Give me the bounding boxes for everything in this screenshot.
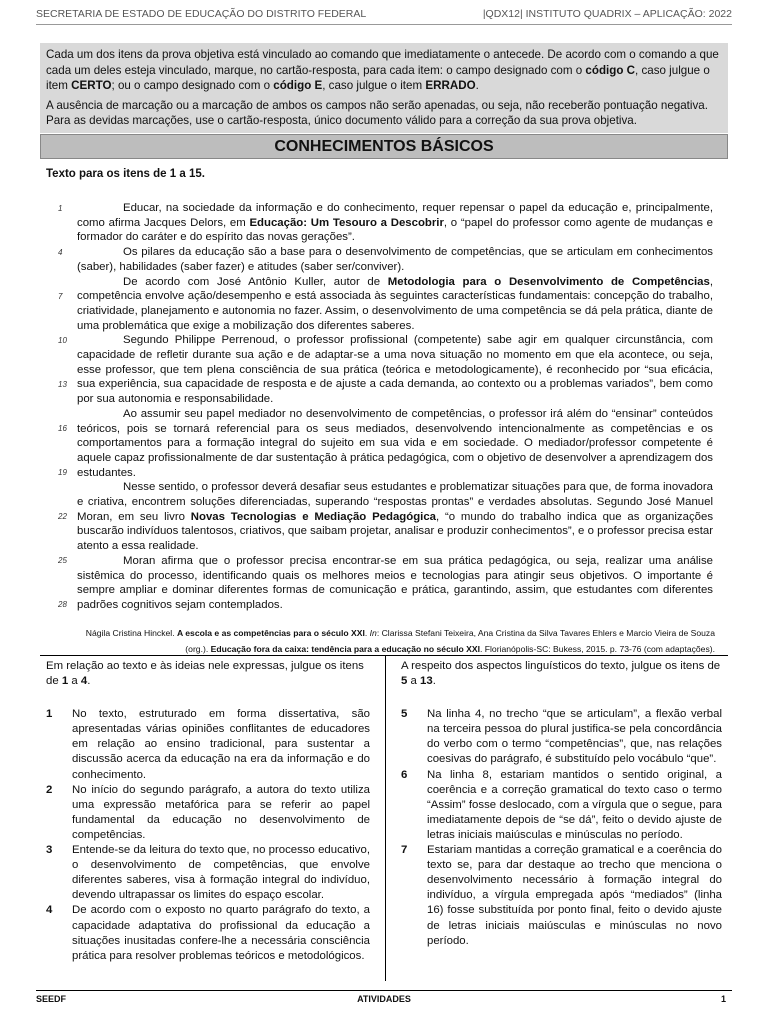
- question-item: [46, 707, 370, 782]
- column-divider: [385, 656, 386, 981]
- question-item: [46, 783, 370, 843]
- passage-paragraph: Segundo Philippe Perrenoud, o professor profissional (competente) sabe agir em qualquer circunstância, com capacidade de refletir durante sua ação e de adaptar-se a uma nova situação no momento em que ela acontece, ou seja, esse professor, que tem plena consciência de sua prática (teórica e metodologicamente), é reconhecido por “sua eficácia, sua experiência, sua capacidade de resposta e de ajuste a cada demanda, ao contexto ou a problemas variados”, bem como por sua autonomia e responsabilidade.: [77, 334, 713, 406]
- question-text: Entende-se da leitura do texto que, no processo educativo, o desenvolvimento de competências, que envolve diferentes saberes, visa à formação integral do indivíduo, devendo ultrapassar os limites do espaço escolar.: [72, 844, 370, 902]
- question-item: [46, 843, 370, 903]
- question-item: [401, 707, 722, 767]
- passage-text: [77, 201, 713, 613]
- question-number: 1: [46, 708, 53, 721]
- page-header: [36, 8, 732, 25]
- question-item: [46, 903, 370, 963]
- instructions-p1: Cada um dos itens da prova objetiva está vinculado ao comando que imediatamente o antecede. De acordo com o comando a que cada um deles esteja vinculado, marque, no cartão-resposta, para cada item: o campo designado com o código C, caso julgue o item CERTO; ou o campo designado com o código E, caso julgue o item ERRADO.: [46, 48, 719, 92]
- text-header: Texto para os itens de 1 a 15.: [46, 168, 205, 180]
- question-text: Na linha 8, estariam mantidos o sentido original, a coerência e a correção gramatical do texto caso o termo “Assim” fosse deslocado, com a vírgula que o segue, para imediatamente depois de “se dá”, feito o devido ajuste de letras iniciais maiúsculas e minúsculas no período.: [427, 768, 722, 841]
- left-column: [46, 659, 370, 964]
- line-number: 25: [58, 556, 67, 565]
- passage-paragraph: Nesse sentido, o professor deverá desafiar seus estudantes e problematizar situações para que, de forma inovadora e criativa, encontrem soluções diferenciadas, superando “respostas prontas” e verdades absolutas. Segundo José Manuel Moran, em seu livro Novas Tecnologias e Mediação Pedagógica, “o mundo do trabalho indica que as organizações buscarão indivíduos talentosos, criativos, que saibam projetar, analisar e produzir conhecimentos”, e o professor precisa estar atento a essa realidade.: [77, 481, 714, 553]
- passage-paragraph: Educar, na sociedade da informação e do conhecimento, requer repensar o papel da educação e, principalmente, como afirma Jacques Delors, em Educação: Um Tesouro a Descobrir, o “papel do professor como agente de mudanças e formador do caráter e do espírito das novas gerações”.: [77, 202, 713, 244]
- question-item: [401, 768, 722, 843]
- question-text: Na linha 4, no trecho “que se articulam”, a flexão verbal na terceira pessoa do plural justifica-se pela concordância do verbo com o termo “competências”, que, nas relações coesivas do parágrafo, é substituído pelo vocábulo “que”.: [427, 708, 722, 766]
- header-right: |QDX12| INSTITUTO QUADRIX – APLICAÇÃO: 2022: [482, 8, 732, 20]
- page-footer: [36, 990, 732, 1010]
- instructions-box: [40, 43, 728, 133]
- passage-paragraph: Ao assumir seu papel mediador no desenvolvimento de competências, o professor irá além do “ensinar” conteúdos teóricos, pois se tornará referencial para os seus mediados, desenvolvendo intencionalmente as competências e os comportamentos para a formação integral do sujeito em sua vida e em sociedade. O mediador/professor competente é aquele capaz profissionalmente de dar sustentação à prática pedagógica, com o objetivo de desenvolver a aprendizagem dos estudantes.: [77, 407, 713, 479]
- passage-paragraph: Moran afirma que o professor precisa encontrar-se em sua prática pedagógica, ou seja, realizar uma análise sistêmica do processo, identificando quais os melhores meios e tecnologias para atingir seus objetivos. O importante é sempre ampliar e dominar diferentes formas de comunicação e prática, garantindo, assim, que estudantes com diferentes padrões cognitivos sejam contemplados.: [77, 554, 713, 611]
- question-number: 7: [401, 844, 408, 857]
- footer-left: SEEDF: [36, 994, 67, 1004]
- line-number: 16: [58, 424, 67, 433]
- left-intro: Em relação ao texto e às ideias nele expressas, julgue os itens de 1 a 4.: [46, 660, 364, 688]
- footer-center: ATIVIDADES: [357, 994, 411, 1004]
- question-number: 5: [401, 708, 408, 721]
- line-number: 19: [58, 468, 67, 477]
- question-text: De acordo com o exposto no quarto parágrafo do texto, a capacidade adaptativa do profissional da educação a situações inusitadas confere-lhe a necessária consciência prática para resolver problemas teóricos e metodológicos.: [72, 904, 370, 962]
- question-number: 6: [401, 768, 408, 781]
- line-number: 1: [58, 204, 63, 213]
- question-number: 2: [46, 783, 53, 796]
- questions-area: [40, 655, 728, 981]
- question-number: 4: [46, 904, 53, 917]
- section-title: CONHECIMENTOS BÁSICOS: [40, 134, 728, 159]
- page-number: 1: [720, 994, 726, 1004]
- question-item: [401, 843, 722, 949]
- question-number: 3: [46, 844, 53, 857]
- line-number: 22: [58, 512, 67, 521]
- passage-paragraph: Os pilares da educação são a base para o desenvolvimento de competências, que se articulam em conhecimentos (saber), habilidades (saber fazer) e atitudes (saber ser/conviver).: [77, 246, 713, 273]
- line-number: 7: [58, 292, 63, 301]
- line-number: 10: [58, 336, 67, 345]
- header-left: SECRETARIA DE ESTADO DE EDUCAÇÃO DO DISTRITO FEDERAL: [36, 8, 367, 20]
- line-number: 28: [58, 600, 67, 609]
- question-text: No texto, estruturado em forma dissertativa, são apresentadas várias opiniões conflitantes de educadores em relação ao ensino tradicional, para sustentar a discussão acerca da educação na era da informação e do conhecimento.: [72, 708, 370, 781]
- source-citation: Nágila Cristina Hinckel. A escola e as competências para o século XXI. In: Clarissa Stefani Teixeira, Ana Cristina da Silva Tavares Ehlers e Marcio Vieira de Souza (org.). Educação fora da caixa: tendência para a educação no século XXI. Florianópolis-SC: Bukess, 2015. p. 73-76 (com adaptações).: [85, 628, 715, 654]
- question-text: Estariam mantidas a correção gramatical e a coerência do texto se, para dar destaque ao trecho que menciona o desenvolvimento necessário à formação integral do indivíduo, a vírgula empregada após “mediados” (linha 16) fosse substituída por ponto final, feito o devido ajuste de letras iniciais maiúsculas e minúsculas no novo período.: [427, 844, 722, 947]
- line-number: 13: [58, 380, 67, 389]
- right-column: [401, 659, 722, 949]
- right-intro: A respeito dos aspectos linguísticos do texto, julgue os itens de 5 a 13.: [401, 660, 721, 688]
- passage-paragraph: De acordo com José Antônio Kuller, autor de Metodologia para o Desenvolvimento de Competências, competência envolve ação/desempenho e está associada às seguintes características fundamentais: concepção do trabalho, criatividade, planejamento e autonomia no fazer. Assim, o desenvolvimento de uma competência se dá pela prática, diante de uma problemática que exige a mobilização dos diferentes saberes.: [77, 275, 713, 332]
- instructions-p2: A ausência de marcação ou a marcação de ambos os campos não serão apenadas, ou seja, não receberão pontuação negativa. Para as devidas marcações, use o cartão-resposta, único documento válido para a correção da sua prova objetiva.: [46, 98, 708, 127]
- question-text: No início do segundo parágrafo, a autora do texto utiliza uma expressão metafórica para se referir ao papel fundamental da educação no desenvolvimento de competências.: [72, 783, 370, 841]
- line-number: 4: [58, 248, 63, 257]
